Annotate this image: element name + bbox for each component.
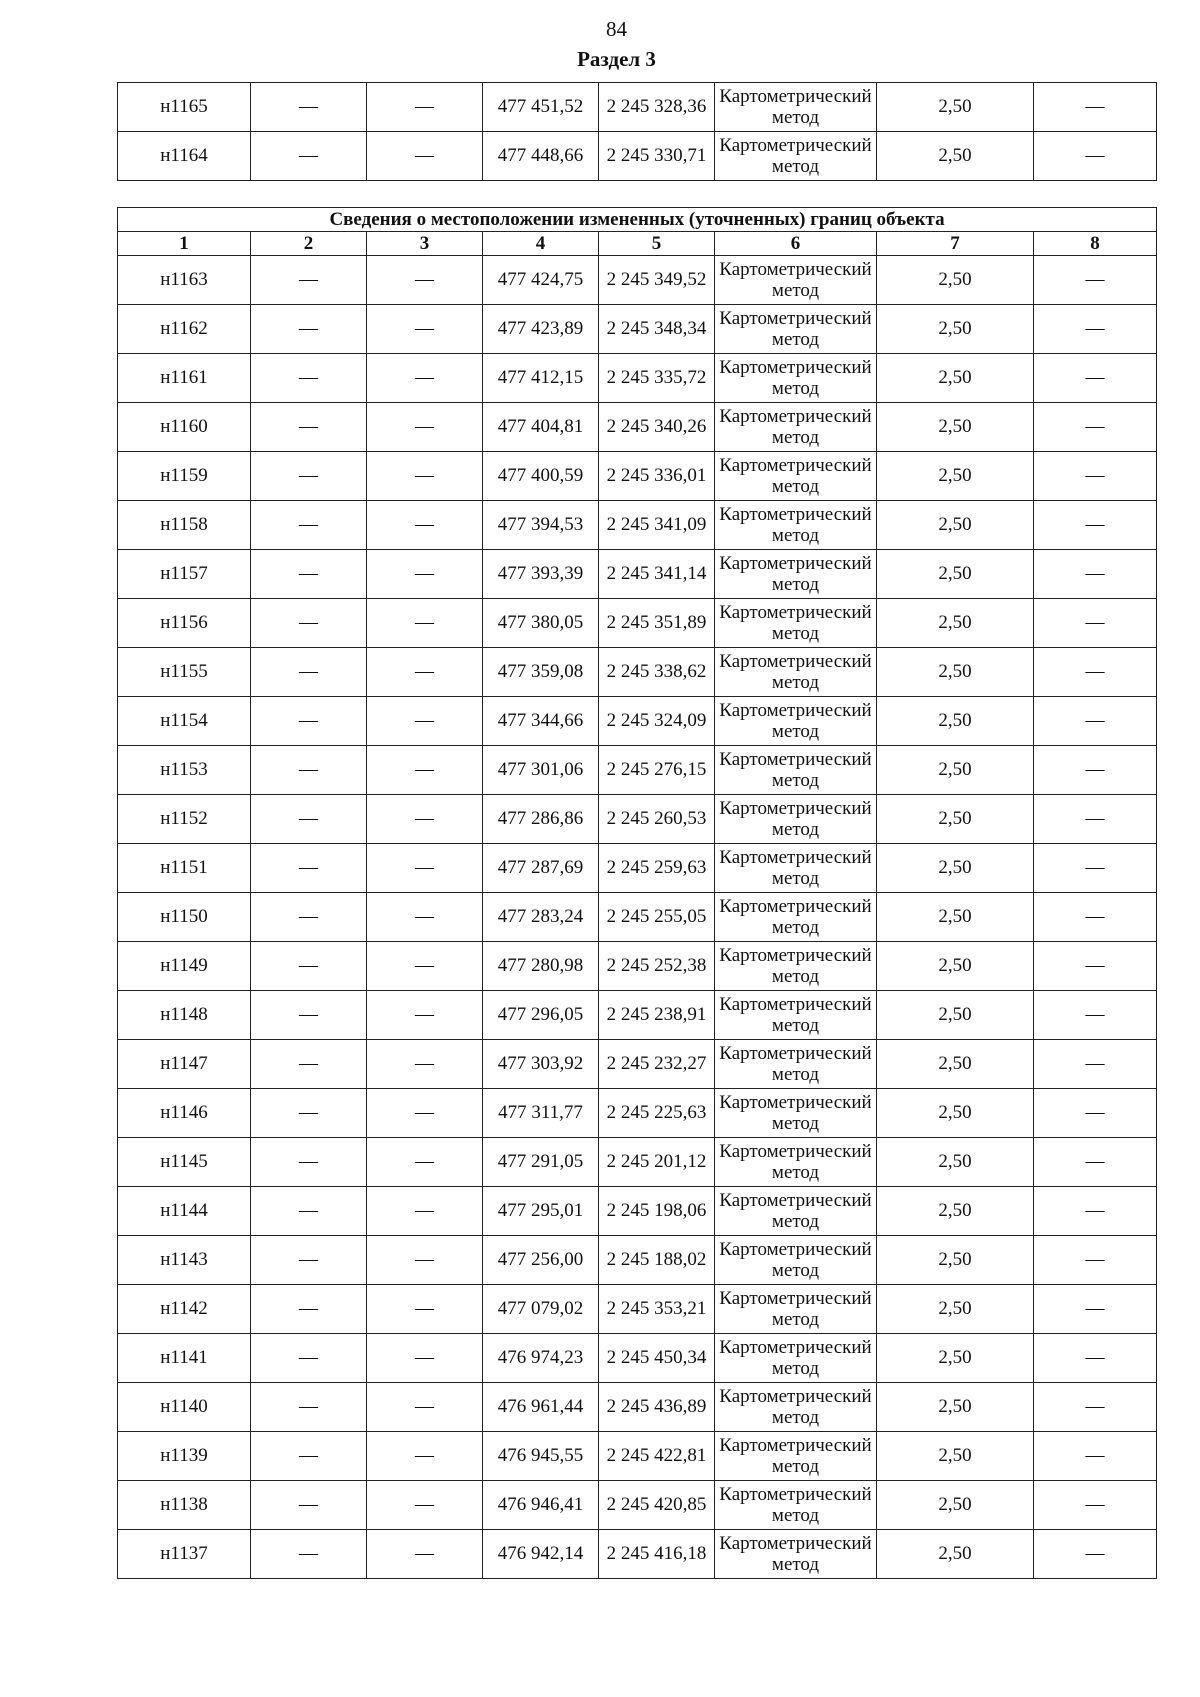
column-number: 2 [251,232,367,256]
point-name-cell: н1160 [118,403,251,452]
x-coordinate-cell: 477 448,66 [483,132,599,181]
description-cell: — [1034,1187,1157,1236]
old-y-cell: — [367,1138,483,1187]
table-row [118,648,1157,697]
y-coordinate-cell: 2 245 225,63 [599,1089,715,1138]
table-row [118,1285,1157,1334]
old-y-cell: — [367,1530,483,1579]
y-coordinate-cell: 2 245 330,71 [599,132,715,181]
table-caption-row [118,208,1157,232]
table-row [118,1334,1157,1383]
x-coordinate-cell: 476 942,14 [483,1530,599,1579]
y-coordinate-cell: 2 245 238,91 [599,991,715,1040]
method-cell: Картометрический метод [715,648,877,697]
table-caption: Сведения о местоположении измененных (уточненных) границ объекта [118,208,1157,232]
old-x-cell: — [251,1481,367,1530]
accuracy-cell: 2,50 [877,1383,1034,1432]
old-y-cell: — [367,893,483,942]
method-cell: Картометрический метод [715,1040,877,1089]
y-coordinate-cell: 2 245 450,34 [599,1334,715,1383]
table-row [118,697,1157,746]
x-coordinate-cell: 477 295,01 [483,1187,599,1236]
table-row [118,844,1157,893]
x-coordinate-cell: 477 412,15 [483,354,599,403]
description-cell: — [1034,697,1157,746]
point-name-cell: н1162 [118,305,251,354]
accuracy-cell: 2,50 [877,1187,1034,1236]
point-name-cell: н1143 [118,1236,251,1285]
description-cell: — [1034,1285,1157,1334]
description-cell: — [1034,305,1157,354]
old-y-cell: — [367,501,483,550]
point-name-cell: н1140 [118,1383,251,1432]
accuracy-cell: 2,50 [877,795,1034,844]
x-coordinate-cell: 477 303,92 [483,1040,599,1089]
point-name-cell: н1141 [118,1334,251,1383]
x-coordinate-cell: 477 423,89 [483,305,599,354]
description-cell: — [1034,1040,1157,1089]
old-y-cell: — [367,132,483,181]
description-cell: — [1034,599,1157,648]
description-cell: — [1034,1138,1157,1187]
x-coordinate-cell: 476 945,55 [483,1432,599,1481]
table-row [118,1383,1157,1432]
x-coordinate-cell: 477 311,77 [483,1089,599,1138]
table-row [118,1481,1157,1530]
description-cell: — [1034,991,1157,1040]
y-coordinate-cell: 2 245 276,15 [599,746,715,795]
accuracy-cell: 2,50 [877,1530,1034,1579]
method-cell: Картометрический метод [715,795,877,844]
method-cell: Картометрический метод [715,697,877,746]
y-coordinate-cell: 2 245 198,06 [599,1187,715,1236]
table-row [118,1432,1157,1481]
x-coordinate-cell: 477 283,24 [483,893,599,942]
accuracy-cell: 2,50 [877,746,1034,795]
accuracy-cell: 2,50 [877,648,1034,697]
x-coordinate-cell: 477 393,39 [483,550,599,599]
description-cell: — [1034,132,1157,181]
old-x-cell: — [251,305,367,354]
table-row [118,1089,1157,1138]
method-cell: Картометрический метод [715,354,877,403]
description-cell: — [1034,550,1157,599]
method-cell: Картометрический метод [715,83,877,132]
old-x-cell: — [251,795,367,844]
point-name-cell: н1144 [118,1187,251,1236]
point-name-cell: н1155 [118,648,251,697]
y-coordinate-cell: 2 245 341,09 [599,501,715,550]
table-row [118,1138,1157,1187]
point-name-cell: н1152 [118,795,251,844]
x-coordinate-cell: 477 286,86 [483,795,599,844]
accuracy-cell: 2,50 [877,354,1034,403]
x-coordinate-cell: 477 280,98 [483,942,599,991]
y-coordinate-cell: 2 245 328,36 [599,83,715,132]
old-y-cell: — [367,1383,483,1432]
old-x-cell: — [251,501,367,550]
old-x-cell: — [251,697,367,746]
table-row [118,83,1157,132]
old-y-cell: — [367,1334,483,1383]
column-number: 1 [118,232,251,256]
description-cell: — [1034,648,1157,697]
x-coordinate-cell: 477 400,59 [483,452,599,501]
method-cell: Картометрический метод [715,1187,877,1236]
old-x-cell: — [251,83,367,132]
x-coordinate-cell: 477 296,05 [483,991,599,1040]
continued-coordinates-table [117,82,1157,181]
point-name-cell: н1154 [118,697,251,746]
description-cell: — [1034,354,1157,403]
method-cell: Картометрический метод [715,1383,877,1432]
x-coordinate-cell: 477 287,69 [483,844,599,893]
accuracy-cell: 2,50 [877,132,1034,181]
table-row [118,795,1157,844]
page-number: 84 [606,17,627,41]
x-coordinate-cell: 477 451,52 [483,83,599,132]
old-x-cell: — [251,844,367,893]
old-y-cell: — [367,1285,483,1334]
column-number: 4 [483,232,599,256]
description-cell: — [1034,893,1157,942]
table-row [118,550,1157,599]
description-cell: — [1034,1383,1157,1432]
y-coordinate-cell: 2 245 349,52 [599,256,715,305]
method-cell: Картометрический метод [715,132,877,181]
table-row [118,1040,1157,1089]
accuracy-cell: 2,50 [877,1040,1034,1089]
old-x-cell: — [251,1187,367,1236]
method-cell: Картометрический метод [715,942,877,991]
table-row [118,746,1157,795]
old-y-cell: — [367,795,483,844]
y-coordinate-cell: 2 245 436,89 [599,1383,715,1432]
accuracy-cell: 2,50 [877,1334,1034,1383]
point-name-cell: н1158 [118,501,251,550]
method-cell: Картометрический метод [715,1530,877,1579]
point-name-cell: н1145 [118,1138,251,1187]
old-y-cell: — [367,550,483,599]
old-x-cell: — [251,256,367,305]
table-row [118,991,1157,1040]
method-cell: Картометрический метод [715,403,877,452]
table-row [118,132,1157,181]
old-y-cell: — [367,403,483,452]
point-name-cell: н1159 [118,452,251,501]
accuracy-cell: 2,50 [877,844,1034,893]
accuracy-cell: 2,50 [877,305,1034,354]
x-coordinate-cell: 477 344,66 [483,697,599,746]
y-coordinate-cell: 2 245 416,18 [599,1530,715,1579]
method-cell: Картометрический метод [715,991,877,1040]
description-cell: — [1034,1089,1157,1138]
table-row [118,1236,1157,1285]
method-cell: Картометрический метод [715,1138,877,1187]
description-cell: — [1034,795,1157,844]
x-coordinate-cell: 476 961,44 [483,1383,599,1432]
column-number: 3 [367,232,483,256]
table-row [118,452,1157,501]
x-coordinate-cell: 476 974,23 [483,1334,599,1383]
description-cell: — [1034,1334,1157,1383]
accuracy-cell: 2,50 [877,599,1034,648]
old-x-cell: — [251,942,367,991]
point-name-cell: н1165 [118,83,251,132]
table-row [118,403,1157,452]
table-row [118,501,1157,550]
old-x-cell: — [251,1285,367,1334]
table-row [118,1187,1157,1236]
old-x-cell: — [251,893,367,942]
y-coordinate-cell: 2 245 336,01 [599,452,715,501]
description-cell: — [1034,256,1157,305]
accuracy-cell: 2,50 [877,1481,1034,1530]
old-y-cell: — [367,599,483,648]
method-cell: Картометрический метод [715,1432,877,1481]
description-cell: — [1034,501,1157,550]
point-name-cell: н1151 [118,844,251,893]
old-x-cell: — [251,452,367,501]
main-table-body [118,256,1157,1579]
old-x-cell: — [251,1383,367,1432]
y-coordinate-cell: 2 245 422,81 [599,1432,715,1481]
old-x-cell: — [251,1334,367,1383]
old-y-cell: — [367,1089,483,1138]
x-coordinate-cell: 477 424,75 [483,256,599,305]
method-cell: Картометрический метод [715,1089,877,1138]
accuracy-cell: 2,50 [877,550,1034,599]
point-name-cell: н1156 [118,599,251,648]
table-row [118,599,1157,648]
method-cell: Картометрический метод [715,305,877,354]
continued-table-body [118,83,1157,181]
x-coordinate-cell: 477 301,06 [483,746,599,795]
x-coordinate-cell: 477 359,08 [483,648,599,697]
x-coordinate-cell: 477 394,53 [483,501,599,550]
y-coordinate-cell: 2 245 353,21 [599,1285,715,1334]
old-y-cell: — [367,1040,483,1089]
x-coordinate-cell: 477 380,05 [483,599,599,648]
column-number: 8 [1034,232,1157,256]
table-row [118,256,1157,305]
y-coordinate-cell: 2 245 324,09 [599,697,715,746]
old-x-cell: — [251,1138,367,1187]
y-coordinate-cell: 2 245 232,27 [599,1040,715,1089]
description-cell: — [1034,83,1157,132]
old-x-cell: — [251,746,367,795]
table-row [118,893,1157,942]
old-x-cell: — [251,648,367,697]
description-cell: — [1034,1530,1157,1579]
y-coordinate-cell: 2 245 340,26 [599,403,715,452]
old-y-cell: — [367,942,483,991]
old-x-cell: — [251,599,367,648]
table-row [118,942,1157,991]
y-coordinate-cell: 2 245 188,02 [599,1236,715,1285]
accuracy-cell: 2,50 [877,1285,1034,1334]
point-name-cell: н1163 [118,256,251,305]
method-cell: Картометрический метод [715,1236,877,1285]
point-name-cell: н1153 [118,746,251,795]
old-y-cell: — [367,697,483,746]
accuracy-cell: 2,50 [877,1236,1034,1285]
old-y-cell: — [367,844,483,893]
y-coordinate-cell: 2 245 201,12 [599,1138,715,1187]
description-cell: — [1034,1236,1157,1285]
old-x-cell: — [251,354,367,403]
method-cell: Картометрический метод [715,893,877,942]
accuracy-cell: 2,50 [877,697,1034,746]
description-cell: — [1034,452,1157,501]
old-y-cell: — [367,991,483,1040]
boundary-coordinates-table [117,207,1157,1579]
column-number: 5 [599,232,715,256]
description-cell: — [1034,1432,1157,1481]
old-y-cell: — [367,354,483,403]
table-row [118,354,1157,403]
point-name-cell: н1150 [118,893,251,942]
table-row [118,1530,1157,1579]
accuracy-cell: 2,50 [877,83,1034,132]
old-x-cell: — [251,991,367,1040]
point-name-cell: н1164 [118,132,251,181]
accuracy-cell: 2,50 [877,501,1034,550]
old-y-cell: — [367,746,483,795]
old-x-cell: — [251,403,367,452]
method-cell: Картометрический метод [715,501,877,550]
point-name-cell: н1147 [118,1040,251,1089]
old-y-cell: — [367,648,483,697]
method-cell: Картометрический метод [715,452,877,501]
accuracy-cell: 2,50 [877,893,1034,942]
point-name-cell: н1139 [118,1432,251,1481]
y-coordinate-cell: 2 245 252,38 [599,942,715,991]
y-coordinate-cell: 2 245 420,85 [599,1481,715,1530]
method-cell: Картометрический метод [715,746,877,795]
accuracy-cell: 2,50 [877,1089,1034,1138]
point-name-cell: н1146 [118,1089,251,1138]
accuracy-cell: 2,50 [877,1138,1034,1187]
point-name-cell: н1138 [118,1481,251,1530]
accuracy-cell: 2,50 [877,991,1034,1040]
point-name-cell: н1142 [118,1285,251,1334]
y-coordinate-cell: 2 245 259,63 [599,844,715,893]
column-number: 6 [715,232,877,256]
accuracy-cell: 2,50 [877,256,1034,305]
point-name-cell: н1148 [118,991,251,1040]
point-name-cell: н1161 [118,354,251,403]
old-y-cell: — [367,1236,483,1285]
old-x-cell: — [251,1236,367,1285]
description-cell: — [1034,403,1157,452]
old-x-cell: — [251,1530,367,1579]
x-coordinate-cell: 477 404,81 [483,403,599,452]
section-title: Раздел 3 [577,47,656,71]
old-x-cell: — [251,1040,367,1089]
method-cell: Картометрический метод [715,550,877,599]
description-cell: — [1034,844,1157,893]
old-x-cell: — [251,1432,367,1481]
method-cell: Картометрический метод [715,1481,877,1530]
old-y-cell: — [367,83,483,132]
description-cell: — [1034,942,1157,991]
y-coordinate-cell: 2 245 348,34 [599,305,715,354]
accuracy-cell: 2,50 [877,452,1034,501]
x-coordinate-cell: 477 079,02 [483,1285,599,1334]
x-coordinate-cell: 477 256,00 [483,1236,599,1285]
method-cell: Картометрический метод [715,1285,877,1334]
old-y-cell: — [367,1432,483,1481]
old-x-cell: — [251,550,367,599]
old-x-cell: — [251,1089,367,1138]
method-cell: Картометрический метод [715,1334,877,1383]
point-name-cell: н1149 [118,942,251,991]
old-y-cell: — [367,1187,483,1236]
accuracy-cell: 2,50 [877,1432,1034,1481]
y-coordinate-cell: 2 245 260,53 [599,795,715,844]
method-cell: Картометрический метод [715,844,877,893]
old-y-cell: — [367,256,483,305]
old-y-cell: — [367,452,483,501]
column-number-row [118,232,1157,256]
description-cell: — [1034,1481,1157,1530]
y-coordinate-cell: 2 245 335,72 [599,354,715,403]
point-name-cell: н1137 [118,1530,251,1579]
old-y-cell: — [367,305,483,354]
accuracy-cell: 2,50 [877,942,1034,991]
description-cell: — [1034,746,1157,795]
column-number: 7 [877,232,1034,256]
method-cell: Картометрический метод [715,256,877,305]
table-row [118,305,1157,354]
x-coordinate-cell: 476 946,41 [483,1481,599,1530]
y-coordinate-cell: 2 245 341,14 [599,550,715,599]
y-coordinate-cell: 2 245 255,05 [599,893,715,942]
y-coordinate-cell: 2 245 338,62 [599,648,715,697]
y-coordinate-cell: 2 245 351,89 [599,599,715,648]
old-x-cell: — [251,132,367,181]
x-coordinate-cell: 477 291,05 [483,1138,599,1187]
method-cell: Картометрический метод [715,599,877,648]
accuracy-cell: 2,50 [877,403,1034,452]
old-y-cell: — [367,1481,483,1530]
point-name-cell: н1157 [118,550,251,599]
